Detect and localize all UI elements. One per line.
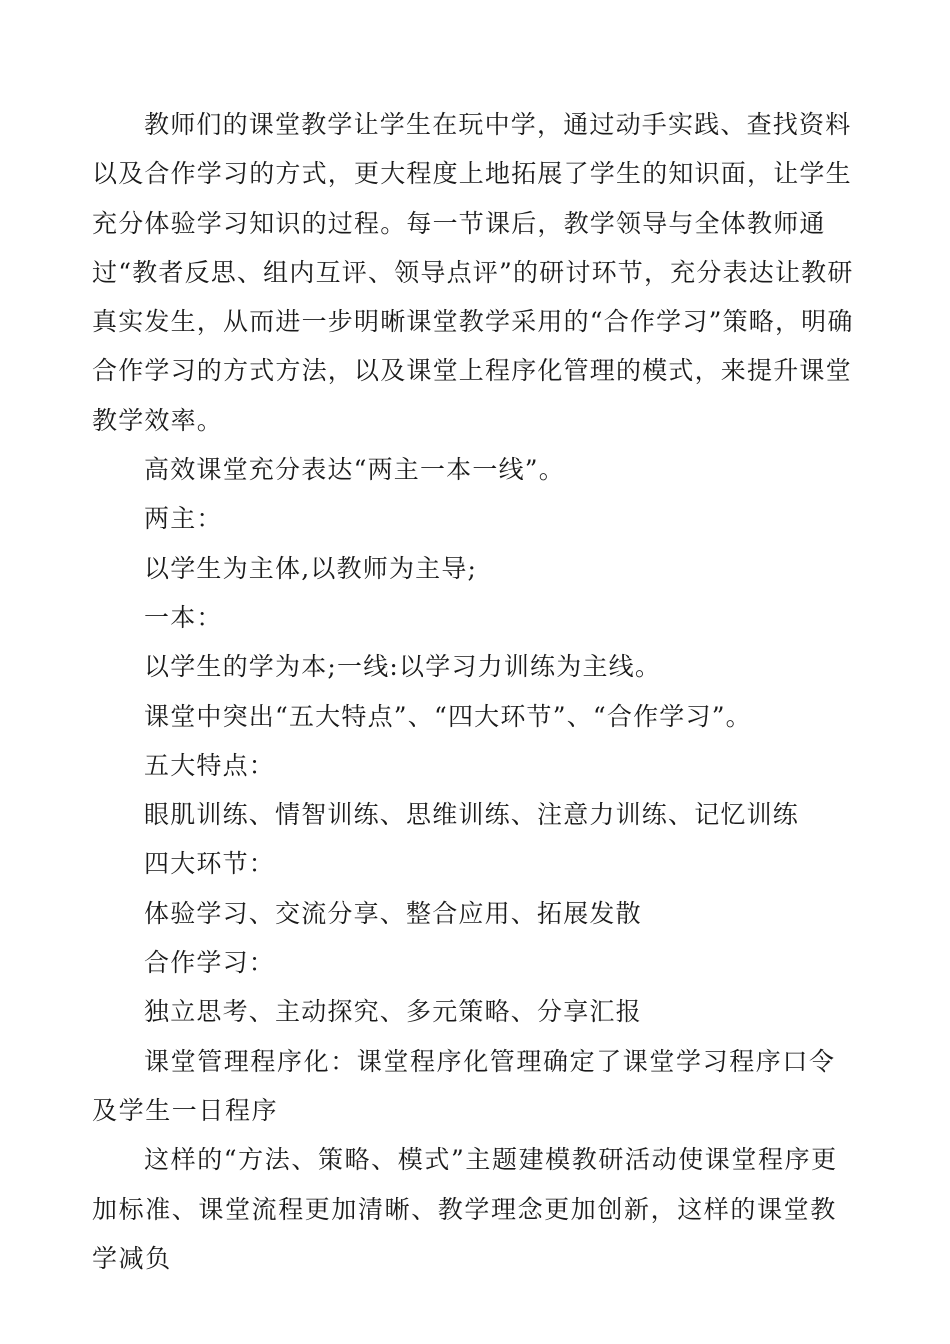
paragraph-classroom-management: 课堂管理程序化：课堂程序化管理确定了课堂学习程序口令及学生一日程序: [92, 1046, 836, 1125]
paragraph-four-stages-content: 体验学习、交流分享、整合应用、拓展发散: [144, 898, 642, 928]
paragraph-classroom-highlights: 课堂中突出“五大特点”、“四大环节”、“合作学习”。: [144, 701, 752, 731]
paragraph-modeling-research: 这样的“方法、策略、模式”主题建模教研活动使课堂程序更加标准、课堂流程更加清晰、教学理念更加创新，这样的课堂教学减负: [92, 1145, 838, 1273]
paragraph-one-base-heading: 一本：: [144, 602, 223, 632]
document-body: [92, 100, 862, 1283]
paragraph-five-features-heading: 五大特点：: [144, 750, 276, 780]
paragraph-four-stages-heading: 四大环节：: [144, 849, 276, 879]
paragraph-cooperative-learning-content: 独立思考、主动探究、多元策略、分享汇报: [144, 997, 642, 1027]
paragraph-five-features-content: 眼肌训练、情智训练、思维训练、注意力训练、记忆训练: [144, 800, 800, 830]
paragraph-one-base-content: 以学生的学为本;一线:以学习力训练为主线。: [144, 652, 662, 682]
paragraph-two-main-content: 以学生为主体,以教师为主导;: [144, 553, 478, 583]
paragraph-two-main-heading: 两主：: [144, 504, 223, 534]
paragraph-two-main-one-base-one-line: 高效课堂充分表达“两主一本一线”。: [144, 455, 565, 485]
paragraph-cooperative-learning-heading: 合作学习：: [144, 948, 276, 978]
paragraph-classroom-teaching: 教师们的课堂教学让学生在玩中学，通过动手实践、查找资料以及合作学习的方式，更大程度上地拓展了学生的知识面，让学生充分体验学习知识的过程。每一节课后，教学领导与全体教师通过“教者反思、组内互评、领导点评”的研讨环节，充分表达让教研真实发生，从而进一步明晰课堂教学采用的“合作学习”策略，明确合作学习的方式方法，以及课堂上程序化管理的模式，来提升课堂教学效率。: [92, 110, 854, 435]
